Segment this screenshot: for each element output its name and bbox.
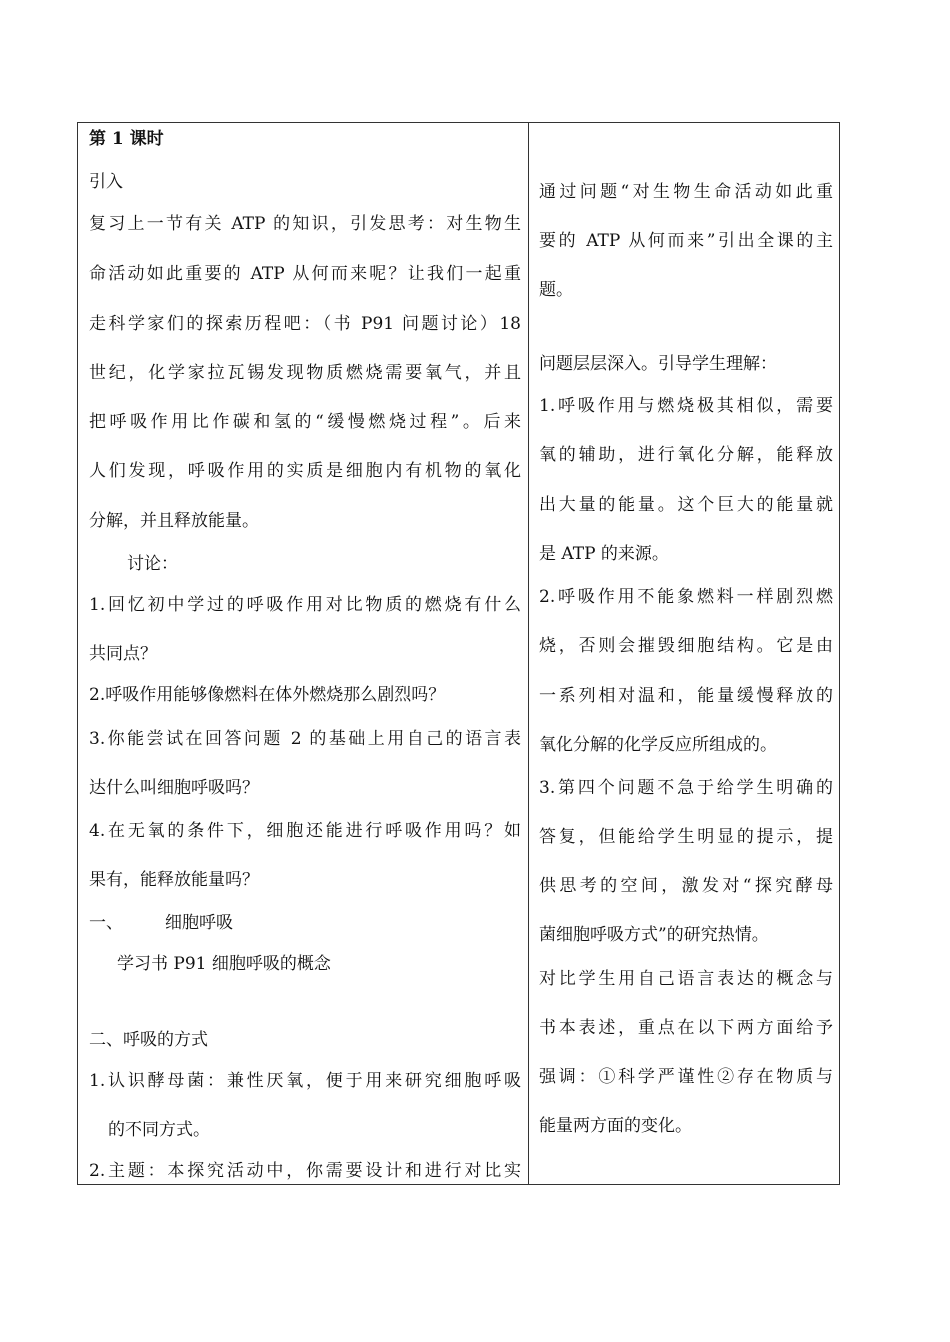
lesson-plan-table xyxy=(77,122,840,1185)
section-2-title: 二、呼吸的方式 xyxy=(89,1030,208,1050)
intent-point-4: 强调：①科学严谨性②存在物质与 xyxy=(539,1067,833,1087)
item-1: 1.认识酵母菌：兼性厌氧，便于用来研究细胞呼吸 xyxy=(89,1071,521,1091)
intro-heading: 引入 xyxy=(89,172,123,192)
intent-point-4: 书本表述，重点在以下两方面给予 xyxy=(539,1018,833,1038)
intent-point-4: 对比学生用自己语言表达的概念与 xyxy=(539,969,833,989)
item-1-cont: 的不同方式。 xyxy=(108,1120,210,1140)
intent-point-4: 能量两方面的变化。 xyxy=(539,1116,692,1136)
intro-line: 世纪，化学家拉瓦锡发现物质燃烧需要氧气，并且 xyxy=(89,363,521,383)
question-1: 1.回忆初中学过的呼吸作用对比物质的燃烧有什么 xyxy=(89,595,521,615)
intro-line: 复习上一节有关 ATP 的知识，引发思考：对生物生 xyxy=(89,214,521,234)
question-2: 2.呼吸作用能够像燃料在体外燃烧那么剧烈吗？ xyxy=(89,685,446,705)
question-1-cont: 共同点？ xyxy=(89,644,157,664)
intent-point-1: 出大量的能量。这个巨大的能量就 xyxy=(539,495,833,515)
question-3: 3.你能尝试在回答问题 2 的基础上用自己的语言表 xyxy=(89,729,521,749)
intent-point-3: 供思考的空间，激发对“探究酵母 xyxy=(539,876,833,896)
intent-point-1: 是 ATP 的来源。 xyxy=(539,544,669,564)
guide-heading: 问题层层深入。引导学生理解： xyxy=(539,354,777,374)
intent-point-2: 氧化分解的化学反应所组成的。 xyxy=(539,735,777,755)
intent-point-3: 答复，但能给学生明显的提示，提 xyxy=(539,827,833,847)
intent-intro-line: 要的 ATP 从何而来”引出全课的主 xyxy=(539,231,833,251)
section-1-body: 学习书 P91 细胞呼吸的概念 xyxy=(117,954,331,974)
intro-line: 走科学家们的探索历程吧：（书 P91 问题讨论）18 xyxy=(89,314,521,334)
intent-point-1: 氧的辅助，进行氧化分解，能释放 xyxy=(539,445,833,465)
intro-line: 人们发现，呼吸作用的实质是细胞内有机物的氧化 xyxy=(89,461,521,481)
section-1-number: 一、 xyxy=(89,913,123,933)
question-3-cont: 达什么叫细胞呼吸吗？ xyxy=(89,778,259,798)
intent-point-2: 一系列相对温和，能量缓慢释放的 xyxy=(539,686,833,706)
intro-line: 把呼吸作用比作碳和氢的“缓慢燃烧过程”。后来 xyxy=(89,412,521,432)
item-2: 2.主题：本探究活动中，你需要设计和进行对比实 xyxy=(89,1161,521,1181)
intro-line: 分解，并且释放能量。 xyxy=(89,511,259,531)
intent-intro-line: 题。 xyxy=(539,280,573,300)
intro-line: 命活动如此重要的 ATP 从何而来呢？让我们一起重 xyxy=(89,264,521,284)
intent-point-3: 菌细胞呼吸方式”的研究热情。 xyxy=(539,925,769,945)
question-4-cont: 果有，能释放能量吗？ xyxy=(89,870,259,890)
intent-point-2: 2.呼吸作用不能象燃料一样剧烈燃 xyxy=(539,587,833,607)
intent-point-1: 1.呼吸作用与燃烧极其相似，需要 xyxy=(539,396,833,416)
discussion-label: 讨论： xyxy=(127,554,178,574)
intent-point-3: 3.第四个问题不急于给学生明确的 xyxy=(539,778,833,798)
intent-intro-line: 通过问题“对生物生命活动如此重 xyxy=(539,182,833,202)
section-1-title: 细胞呼吸 xyxy=(165,913,233,933)
intent-point-2: 烧，否则会摧毁细胞结构。它是由 xyxy=(539,636,833,656)
question-4: 4.在无氧的条件下，细胞还能进行呼吸作用吗？如 xyxy=(89,821,521,841)
column-divider xyxy=(528,123,529,1184)
lesson-title: 第 1 课时 xyxy=(89,129,164,149)
